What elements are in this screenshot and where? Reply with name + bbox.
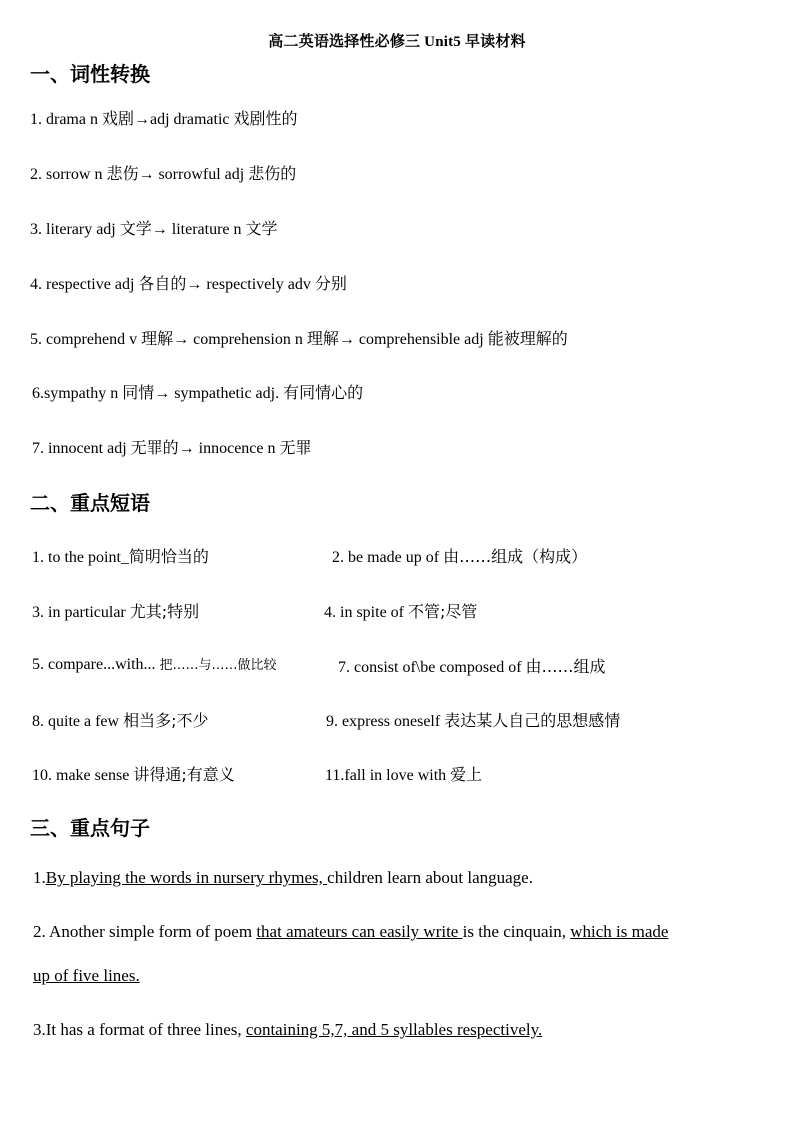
phrase-item bbox=[32, 544, 209, 567]
phrase-en: 9. express oneself bbox=[326, 713, 445, 730]
word-form-en: 4. respective adj bbox=[30, 276, 139, 293]
section-heading-word-forms: 一、词性转换 bbox=[30, 62, 150, 86]
word-form-en: 1. drama n bbox=[30, 111, 102, 128]
sentence-text: is the cinquain, bbox=[462, 922, 571, 941]
word-form-en: → sorrowful adj bbox=[138, 166, 249, 183]
phrase-cn: 把……与……做比较 bbox=[159, 658, 277, 673]
word-form-cn: 理解 bbox=[141, 329, 174, 348]
phrase-en: 1. to the point_ bbox=[32, 549, 129, 566]
phrase-item bbox=[32, 654, 277, 674]
word-form-item bbox=[30, 271, 347, 294]
word-form-en: 2. sorrow n bbox=[30, 166, 107, 183]
word-form-en: →adj dramatic bbox=[134, 111, 234, 128]
word-form-en: → comprehension n bbox=[173, 331, 307, 348]
word-form-cn: 文学 bbox=[245, 219, 278, 238]
phrase-item bbox=[32, 599, 199, 622]
phrase-cn: 讲得通;有意义 bbox=[133, 765, 235, 784]
word-form-cn: 悲伤 bbox=[106, 164, 139, 183]
key-sentence-1 bbox=[33, 868, 533, 888]
word-form-cn: 同情 bbox=[122, 383, 155, 402]
phrase-en: 3. in particular bbox=[32, 604, 130, 621]
sentence-text: 2. Another simple form of poem bbox=[33, 922, 257, 941]
phrase-item bbox=[32, 708, 208, 731]
word-form-cn: 能被理解的 bbox=[487, 329, 568, 348]
sentence-underlined: which is made bbox=[570, 922, 669, 941]
key-sentence-2-continued bbox=[33, 966, 140, 986]
sentence-number: 1. bbox=[33, 868, 46, 887]
word-form-cn: 分别 bbox=[314, 274, 347, 293]
word-form-en: 6.sympathy n bbox=[32, 385, 123, 402]
word-form-cn: 悲伤的 bbox=[248, 164, 297, 183]
key-sentence-3 bbox=[33, 1020, 542, 1040]
sentence-underlined: By playing the words in nursery rhymes, bbox=[45, 868, 328, 887]
word-form-en: 7. innocent adj bbox=[32, 440, 131, 457]
page-title: 高二英语选择性必修三 Unit5 早读材料 bbox=[268, 34, 526, 50]
section-heading-key-sentences: 三、重点句子 bbox=[30, 816, 150, 840]
phrase-en: 7. consist of\be composed of bbox=[338, 659, 526, 676]
phrase-cn: 不管;尽管 bbox=[408, 602, 478, 621]
word-form-en: → literature n bbox=[151, 221, 246, 238]
word-form-item bbox=[32, 380, 363, 403]
phrase-cn: 相当多;不少 bbox=[123, 711, 209, 730]
phrase-cn: 爱上 bbox=[450, 765, 483, 784]
phrase-en: 4. in spite of bbox=[324, 604, 408, 621]
word-form-cn: 戏剧性的 bbox=[233, 109, 298, 128]
phrase-en: 5. compare...with... bbox=[32, 656, 160, 673]
word-form-cn: 无罪的 bbox=[130, 438, 179, 457]
word-form-cn: 有同情心的 bbox=[283, 383, 364, 402]
word-form-en: → innocence n bbox=[178, 440, 280, 457]
phrase-cn: 由……组成（构成） bbox=[443, 547, 588, 566]
word-form-cn: 文学 bbox=[119, 219, 152, 238]
word-form-en: → sympathetic adj. bbox=[154, 385, 284, 402]
word-form-en: 3. literary adj bbox=[30, 221, 120, 238]
sentence-underlined: that amateurs can easily write bbox=[256, 922, 463, 941]
phrase-en: 8. quite a few bbox=[32, 713, 124, 730]
section-heading-key-phrases: 二、重点短语 bbox=[30, 491, 150, 515]
sentence-underlined: up of five lines. bbox=[33, 966, 140, 985]
phrase-item bbox=[326, 708, 620, 731]
word-form-en: → comprehensible adj bbox=[338, 331, 488, 348]
phrase-cn: 简明恰当的 bbox=[128, 547, 209, 566]
phrase-cn: 表达某人自己的思想感情 bbox=[444, 711, 621, 730]
phrase-cn: 尤其;特别 bbox=[129, 602, 200, 621]
word-form-cn: 理解 bbox=[306, 329, 339, 348]
sentence-text: children learn about language. bbox=[327, 868, 533, 887]
phrase-item bbox=[32, 762, 235, 785]
word-form-cn: 无罪 bbox=[279, 438, 312, 457]
sentence-text: 3.It has a format of three lines, bbox=[33, 1020, 246, 1039]
phrase-item bbox=[338, 654, 606, 677]
word-form-item bbox=[30, 161, 296, 184]
phrase-en: 11.fall in love with bbox=[325, 767, 451, 784]
word-form-item bbox=[30, 106, 298, 129]
phrase-en: 2. be made up of bbox=[332, 549, 444, 566]
phrase-item bbox=[325, 762, 482, 785]
word-form-cn: 戏剧 bbox=[101, 109, 134, 128]
phrase-item bbox=[332, 544, 587, 567]
sentence-underlined: containing 5,7, and 5 syllables respectively. bbox=[245, 1020, 543, 1039]
word-form-en: 5. comprehend v bbox=[30, 331, 142, 348]
word-form-cn: 各自的 bbox=[138, 274, 187, 293]
phrase-item bbox=[324, 599, 477, 622]
word-form-item bbox=[32, 435, 312, 458]
word-form-en: → respectively adv bbox=[186, 276, 315, 293]
word-form-item bbox=[30, 326, 568, 349]
phrase-en: 10. make sense bbox=[32, 767, 134, 784]
phrase-cn: 由……组成 bbox=[525, 657, 606, 676]
key-sentence-2 bbox=[33, 922, 668, 942]
word-form-item bbox=[30, 216, 278, 239]
